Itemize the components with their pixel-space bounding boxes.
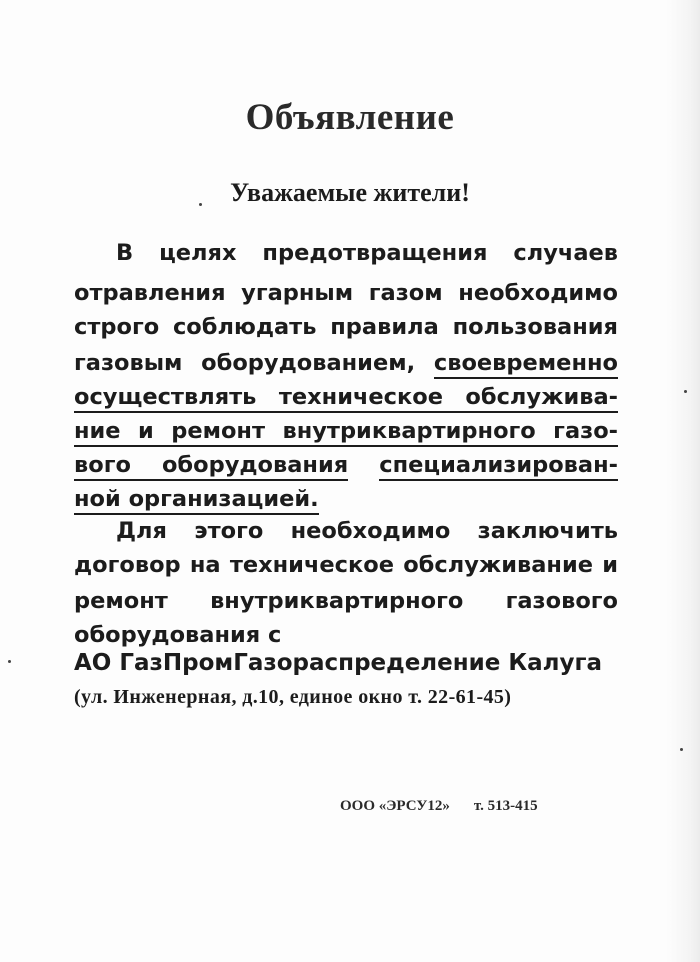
underlined-text: ние и ремонт внутриквартирного газо- [74,418,618,447]
paragraph-1-line [74,486,618,512]
paragraph-1-line [74,280,618,306]
paragraph-2-line: оборудования с [74,622,282,648]
paragraph-2-line: договор на техническое обслуживание и [74,552,618,578]
organization-name: АО ГазПромГазораспределение Калуга [74,650,603,676]
underlined-text: своевременно [434,350,618,379]
notice-title: Объявление [245,97,455,138]
paragraph-1-line [74,418,618,444]
paragraph-1-line [74,350,618,376]
paragraph-2-line: Для этого необходимо заключить [116,518,618,544]
paragraph-1-line [116,240,618,266]
underlined-text: специализирован- [379,452,618,481]
text-fragment: отравления угарным газом необходимо [74,280,618,306]
underlined-text: осуществлять техническое обслужива- [74,384,618,413]
footer-signature [340,798,538,815]
underlined-text: ной организацией. [74,486,319,515]
organization-address: (ул. Инженерная, д.10, единое окно т. 22-61-45) [74,686,512,708]
underlined-text: вого оборудования [74,452,348,481]
paragraph-2-line: ремонт внутриквартирного газового [74,588,618,614]
scan-speck [684,390,687,393]
footer-company: ООО «ЭРСУ12» [340,798,450,814]
scan-speck [680,748,683,751]
footer-phone: т. 513-415 [473,798,538,814]
paragraph-1-line [74,452,618,478]
paragraph-1-line [74,384,618,410]
scan-speck [199,203,202,206]
paragraph-1-line [74,314,618,340]
scan-speck [8,660,11,663]
text-fragment: В целях предотвращения случаев [116,240,618,266]
text-fragment: газовым оборудованием, [74,350,434,376]
text-fragment: строго соблюдать правила пользования [74,314,618,340]
paper-edge-shadow [666,0,700,962]
notice-greeting: Уважаемые жители! [230,178,470,207]
text-fragment [348,452,379,478]
